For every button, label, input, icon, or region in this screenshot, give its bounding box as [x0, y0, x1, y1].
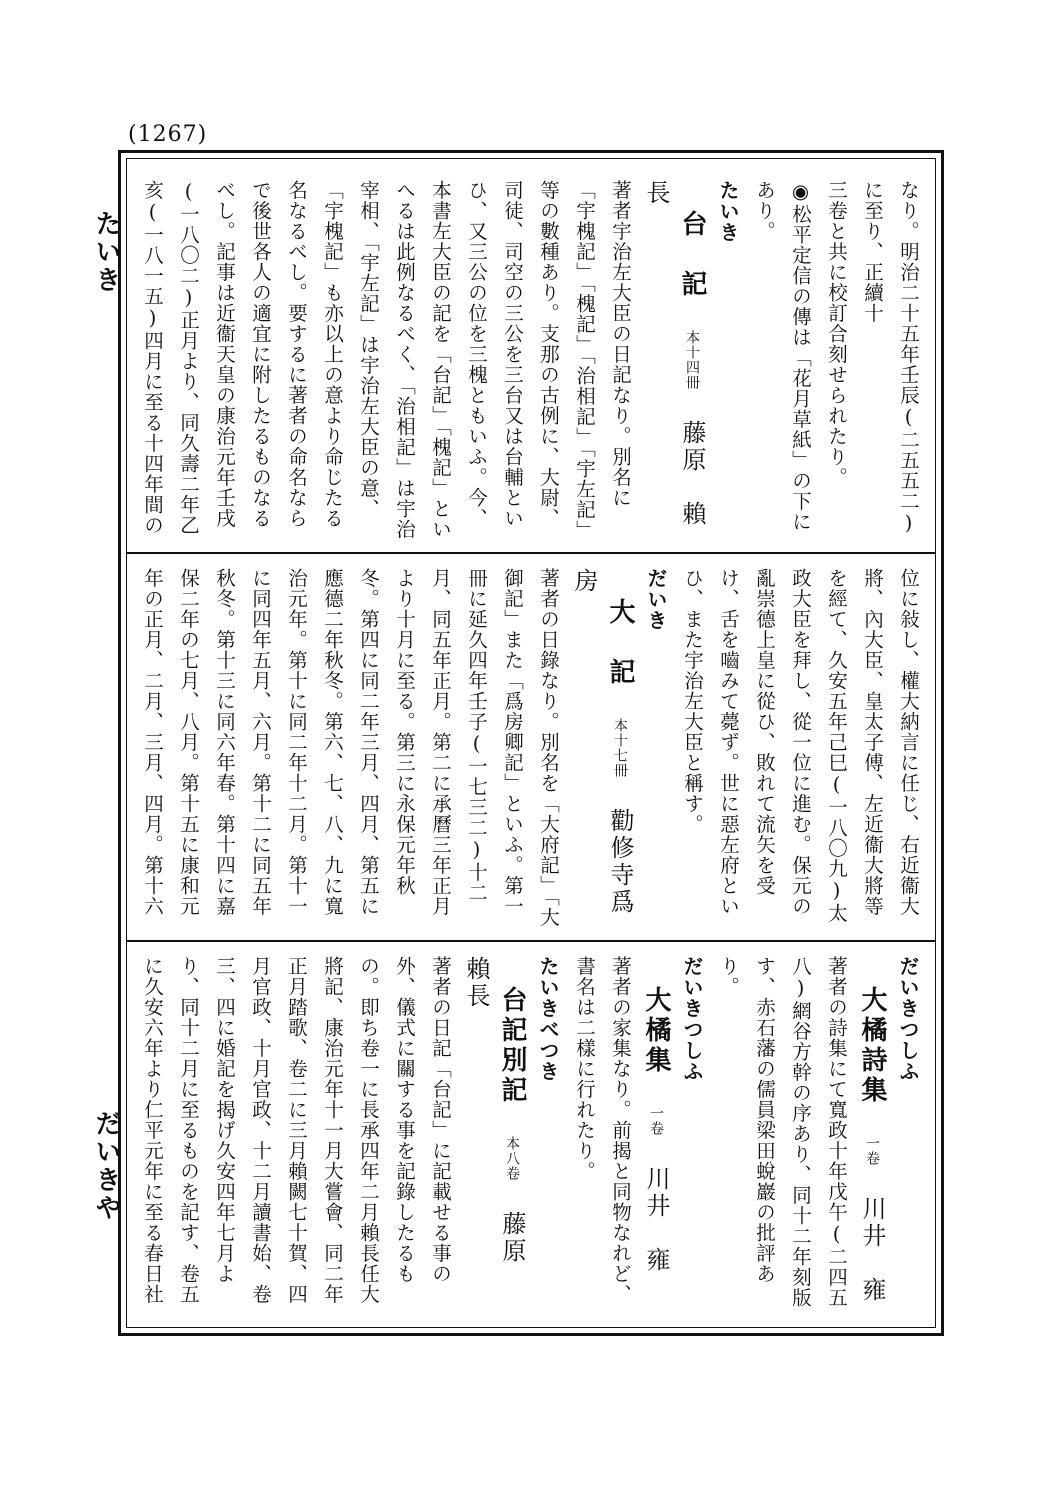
entry-title: 台 記 — [677, 210, 707, 300]
entry-body: 著者の日記「台記」に記載せる事の外、儀式に關する事を記錄したるもの。即ち卷一に長承四年二月賴長任大將記、康治元年十一月大嘗會、同二年正月踏歌、卷二に三月賴闕七十賀、四月官政、十月官政、十二月讀書始、卷三、四に婚記を揭げ久安四年七月より、同十二月に至るものを記す、卷五に久安六年より仁平元年に至る春日社 — [141, 956, 452, 1305]
section-taiki — [136, 180, 926, 540]
entry-author: 勸修寺爲房 — [570, 568, 634, 916]
volume-count: 本十七冊 — [612, 718, 628, 778]
continuation-line: なり。明治二十五年壬辰(二五五二)に至り、正續十 — [861, 180, 920, 536]
entry-heading-kana: たいき — [716, 180, 740, 243]
entry-title-line — [854, 956, 890, 1318]
volume-count: 本八卷 — [504, 1136, 520, 1181]
volume-count: 一卷 — [864, 1136, 880, 1166]
entry-heading-kana: だいき — [644, 568, 668, 631]
continuation-text: 位に敍し、權大納言に任じ、右近衞大將、內大臣、皇太子傅、左近衞大將等を經て、久安五年己巳(一八〇九)太政大臣を拜し、從一位に進む。保元の亂崇德上皇に從ひ、敗れて流矢を受け、舌を嚙みて薨ず。世に惡左府といひ、また宇治左大臣と稱す。 — [681, 568, 920, 924]
entry-body: 著者宇治左大臣の日記なり。別名に「宇槐記」「槐記」「治相記」「宇左記」等の數種あり。支那の古例に、大尉、司徒、司空の三公を三台又は台輔といひ、又三公の位を三槐ともいふ。今、本書左大臣の記を「台記」「槐記」といへるは此例なるべく、「治相記」は宇治宰相、「宇左記」は宇治左大臣の意、「宇槐記」も亦以上の意より命じたる名なるべし。要するに著者の命名ならで後世各人の適宜に附したるものなるべし。記事は近衞天皇の康治元年壬戌(一八〇二)正月より、同久壽二年乙亥(一八一五)四月に至る十四年間の — [141, 180, 632, 540]
entry-heading-kana: だいきつしふ — [896, 956, 920, 1082]
volume-count: 本十四冊 — [684, 330, 700, 390]
entry-body: 著者の詩集にて寬政十年戊午(二四五八)網谷方幹の序あり、同十二年刻版す、赤石藩の儒員梁田蛻巖の批評あり。 — [717, 956, 848, 1308]
continuation-line: 三卷と共に校訂合刻せられたり。 — [825, 180, 848, 488]
entry-author: 川井 雍 — [858, 1196, 886, 1304]
entry-heading-kana: だいきつしふ — [680, 956, 704, 1082]
margin-label-top: たいき — [91, 210, 121, 294]
section-daikitsu — [136, 956, 926, 1318]
section-daiki — [136, 568, 926, 928]
section-divider-1 — [126, 552, 936, 554]
section-divider-2 — [126, 940, 936, 942]
entry-title-line — [566, 568, 638, 928]
cross-reference-note: ◉松平定信の傳は「花月草紙」の下にあり。 — [753, 180, 812, 532]
entry-title: 大 記 — [605, 598, 635, 688]
entry-title-line — [458, 956, 530, 1318]
entry-body: 著者の家集なり。前揭と同物なれど、書名は二樣に行れたり。 — [573, 956, 632, 1305]
margin-label-bottom: だいきや — [91, 1110, 121, 1222]
entry-title-line — [638, 956, 674, 1318]
entry-title: 台記別記 — [497, 986, 527, 1106]
entry-title-line — [638, 180, 710, 540]
volume-count: 一卷 — [648, 1106, 664, 1136]
entry-author: 藤原 賴長 — [642, 180, 706, 528]
entry-body: 著者の日錄なり。別名を「大府記」「大御記」また「爲房卿記」といふ。第一冊に延久四年壬子(一七三二)十二月、同五年正月。第二に承曆三年正月より十月に至る。第三に永保元年秋冬。第四に同二年三月、四月、第五に應德二年秋冬。第六、七、八、九に寬治元年。第十に同二年十二月。第十一に同四年五月、六月。第十二に同五年秋冬。第十三に同六年春。第十四に嘉保二年の七月、八月。第十五に康和元年の正月、二月、三月、四月。第十六 — [141, 568, 560, 928]
entry-author: 藤原 賴長 — [462, 956, 526, 1292]
entry-heading-kana: たいきべつき — [536, 956, 560, 1082]
entry-title: 大橘集 — [641, 986, 671, 1076]
entry-title: 大橘詩集 — [857, 986, 887, 1106]
page-number: (1267) — [128, 122, 208, 147]
entry-author: 川井 雍 — [642, 1166, 670, 1274]
